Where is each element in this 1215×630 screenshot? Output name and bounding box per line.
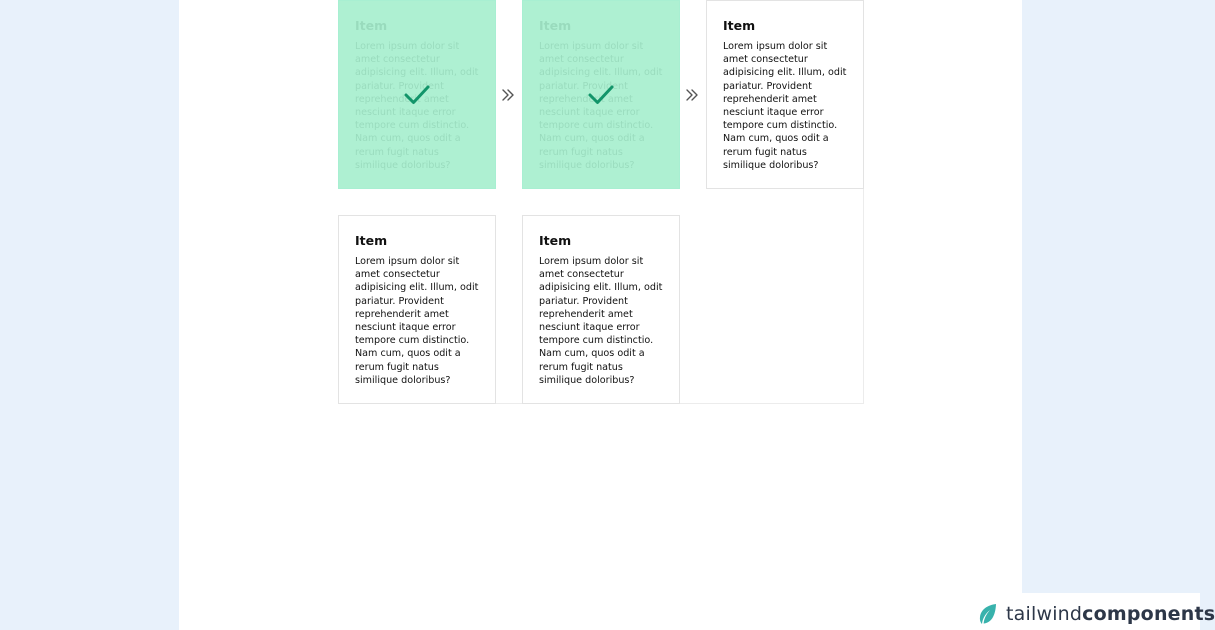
card-body: Lorem ipsum dolor sit amet consectetur adipisicing elit. Illum, odit pariatur. Provident reprehenderit amet nesciunt itaque error tempore cum distinctio. Nam cum, quos odit a rerum fugit natus similique doloribus?	[539, 256, 663, 386]
completed-overlay	[523, 1, 679, 188]
brand-logo[interactable]	[976, 600, 1215, 628]
check-icon	[403, 84, 431, 106]
brand-wordmark	[1006, 603, 1215, 625]
step-card-3[interactable]	[706, 0, 864, 189]
card-title: Item	[539, 233, 572, 248]
card-title: Item	[723, 18, 756, 33]
step-card-4[interactable]	[338, 215, 496, 404]
card-body: Lorem ipsum dolor sit amet consectetur adipisicing elit. Illum, odit pariatur. Provident reprehenderit amet nesciunt itaque error tempore cum distinctio. Nam cum, quos odit a rerum fugit natus similique doloribus?	[723, 41, 847, 171]
step-card-2[interactable]	[522, 0, 680, 189]
tailwind-leaf-icon	[976, 602, 1000, 626]
chevron-double-right-icon	[684, 87, 700, 103]
check-icon	[587, 84, 615, 106]
step-card-5[interactable]	[522, 215, 680, 404]
completed-overlay	[339, 1, 495, 188]
chevron-double-right-icon	[500, 87, 516, 103]
card-title: Item	[355, 233, 388, 248]
card-body: Lorem ipsum dolor sit amet consectetur adipisicing elit. Illum, odit pariatur. Provident reprehenderit amet nesciunt itaque error tempore cum distinctio. Nam cum, quos odit a rerum fugit natus similique doloribus?	[355, 256, 479, 386]
step-card-1[interactable]	[338, 0, 496, 189]
brand-wordmark-light: tailwind	[1006, 603, 1083, 625]
brand-wordmark-bold: components	[1082, 603, 1215, 625]
